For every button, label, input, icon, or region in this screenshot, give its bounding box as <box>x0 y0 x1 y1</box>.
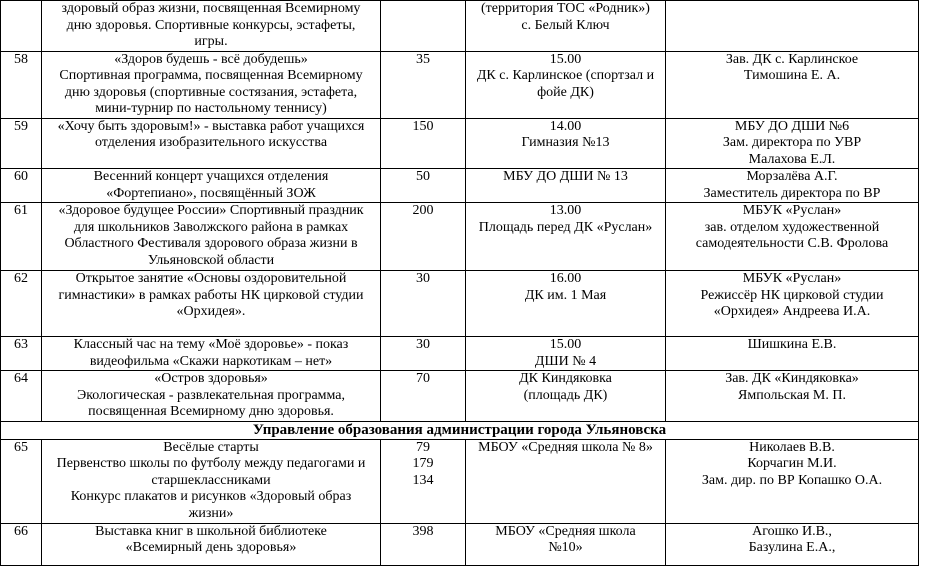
participants-count-cell-line: 134 <box>412 472 434 488</box>
event-cell-line: «Фортепиано», посвящённый ЗОЖ <box>106 185 316 201</box>
time-place-cell <box>466 371 666 422</box>
participants-count-cell-line: 79 <box>416 439 430 455</box>
event-cell-line: жизни» <box>188 505 234 521</box>
time-place-cell-line: (площадь ДК) <box>523 387 608 403</box>
participants-count-cell-line: 398 <box>412 523 434 539</box>
time-place-cell <box>466 523 666 565</box>
event-cell-line: «Всемирный день здоровья» <box>125 540 297 555</box>
responsible-cell-line: Шишкина Е.В. <box>747 337 837 352</box>
event-cell-line: старшеклассниками <box>151 472 271 488</box>
time-place-cell-line: 14.00 <box>549 118 582 134</box>
event-cell-line: «Здоровое будущее России» Спортивный праздник <box>58 203 364 218</box>
table-row <box>1 203 919 271</box>
responsible-cell <box>666 1 919 52</box>
event-cell-line: «Здоров будешь - всё добудешь» <box>114 51 308 67</box>
event-cell-line: Классный час на тему «Моё здоровье» - показ <box>73 337 349 352</box>
table-row <box>1 169 919 203</box>
time-place-cell-line: с. Белый Ключ <box>521 17 610 33</box>
participants-count-cell-line: 70 <box>416 371 430 386</box>
responsible-cell <box>666 51 919 118</box>
event-cell-line: игры. <box>194 34 228 49</box>
event-cell <box>42 371 381 422</box>
time-place-cell-line: 15.00 <box>549 337 582 352</box>
event-cell-line: «Орхидея». <box>176 304 246 319</box>
participants-count-cell <box>381 439 466 523</box>
responsible-cell <box>666 169 919 203</box>
responsible-cell-line: Режиссёр НК цирковой студии <box>700 287 884 303</box>
responsible-cell-line: «Орхидея» Андреева И.А. <box>713 304 871 319</box>
table-row <box>1 371 919 422</box>
responsible-cell <box>666 271 919 337</box>
participants-count-cell-line: 30 <box>416 271 430 286</box>
event-cell-line: посвященная Всемирному дню здоровья. <box>88 404 334 419</box>
event-cell <box>42 271 381 337</box>
time-place-cell <box>466 271 666 337</box>
time-place-cell-line: (территория ТОС «Родник») <box>481 1 650 16</box>
event-cell-line: мини-турнир по настольному теннису) <box>95 101 327 116</box>
time-place-cell-line: 15.00 <box>549 51 582 67</box>
table-row <box>1 271 919 337</box>
schedule-table-body <box>1 1 919 566</box>
row-number: 58 <box>1 51 42 118</box>
time-place-cell <box>466 169 666 203</box>
event-cell-line: гимнастики» в рамках работы НК цирковой студии <box>58 287 364 303</box>
row-number: 63 <box>1 337 42 371</box>
table-row <box>1 337 919 371</box>
participants-count-cell <box>381 118 466 169</box>
participants-count-cell <box>381 371 466 422</box>
event-cell-line: Весёлые старты <box>163 439 259 455</box>
event-cell-line: Ульяновской области <box>147 252 275 268</box>
responsible-cell-line: Корчагин М.И. <box>747 456 837 471</box>
event-cell <box>42 169 381 203</box>
time-place-cell <box>466 1 666 52</box>
time-place-cell-line: МБОУ «Средняя школа <box>495 523 636 539</box>
participants-count-cell <box>381 523 466 565</box>
event-cell <box>42 203 381 271</box>
time-place-cell <box>466 203 666 271</box>
participants-count-cell <box>381 337 466 371</box>
participants-count-cell-line: 50 <box>416 169 430 184</box>
participants-count-cell <box>381 51 466 118</box>
responsible-cell <box>666 439 919 523</box>
time-place-cell-line: Площадь перед ДК «Руслан» <box>478 219 653 235</box>
event-cell <box>42 1 381 52</box>
event-cell-line: Областного Фестиваля здорового образа жизни в <box>64 236 358 251</box>
participants-count-cell <box>381 169 466 203</box>
responsible-cell-line: МБУ ДО ДШИ №6 <box>734 118 850 134</box>
event-cell-line: Открытое занятие «Основы оздоровительной <box>75 271 347 286</box>
row-number: 65 <box>1 439 42 523</box>
responsible-cell-line: Зав. ДК с. Карлинское <box>725 51 859 67</box>
responsible-cell-line: Базулина Е.А., <box>748 540 836 555</box>
time-place-cell <box>466 118 666 169</box>
row-number: 66 <box>1 523 42 565</box>
responsible-cell-line: МБУК «Руслан» <box>742 203 842 218</box>
responsible-cell-line: Ямпольская М. П. <box>738 387 846 403</box>
responsible-cell <box>666 371 919 422</box>
time-place-cell-line: ДК с. Карлинское (спортзал и <box>476 68 655 83</box>
event-cell-line: Весенний концерт учащихся отделения <box>93 169 329 184</box>
responsible-cell-line: Малахова Е.Л. <box>748 151 836 167</box>
responsible-cell <box>666 203 919 271</box>
responsible-cell-line: Зам. директора по УВР <box>722 135 862 150</box>
responsible-cell-line: Агошко И.В., <box>752 523 832 539</box>
time-place-cell <box>466 439 666 523</box>
row-number <box>1 1 42 52</box>
participants-count-cell-line: 200 <box>412 203 434 218</box>
event-cell-line: Выставка книг в школьной библиотеке <box>95 523 327 539</box>
table-row <box>1 439 919 523</box>
event-cell-line: Спортивная программа, посвященная Всемирному <box>59 68 363 83</box>
row-number: 59 <box>1 118 42 169</box>
responsible-cell <box>666 337 919 371</box>
participants-count-cell-line: 35 <box>416 51 430 67</box>
table-row <box>1 118 919 169</box>
event-cell <box>42 337 381 371</box>
event-cell <box>42 51 381 118</box>
time-place-cell-line: МБОУ «Средняя школа № 8» <box>478 439 653 455</box>
event-cell-line: дню здоровья. Спортивные конкурсы, эстафеты, <box>66 17 356 33</box>
time-place-cell <box>466 51 666 118</box>
event-cell-line: видеофильма «Скажи наркотикам – нет» <box>89 353 333 369</box>
responsible-cell-line: самодеятельности С.В. Фролова <box>695 236 889 251</box>
event-cell-line: отделения изобразительного искусства <box>94 135 328 150</box>
event-cell-line: «Хочу быть здоровым!» - выставка работ учащихся <box>57 118 365 134</box>
event-cell-line: Экологическая - развлекательная программа, <box>76 387 346 403</box>
responsible-cell-line: Зав. ДК «Киндяковка» <box>725 371 859 386</box>
time-place-cell-line: МБУ ДО ДШИ № 13 <box>503 169 628 184</box>
table-row <box>1 1 919 52</box>
responsible-cell-line: Морзалёва А.Г. <box>746 169 838 184</box>
time-place-cell-line: фойе ДК) <box>537 84 594 100</box>
responsible-cell-line: зав. отделом художественной <box>704 219 880 235</box>
row-number: 64 <box>1 371 42 422</box>
event-cell-line: дню здоровья (спортивные состязания, эстафета, <box>64 84 358 100</box>
participants-count-cell <box>381 271 466 337</box>
time-place-cell-line: 13.00 <box>549 203 582 218</box>
time-place-cell-line: Гимназия №13 <box>521 135 610 150</box>
section-header-row <box>1 421 919 439</box>
table-row <box>1 523 919 565</box>
participants-count-cell-line: 179 <box>412 456 434 471</box>
row-number: 62 <box>1 271 42 337</box>
section-title: Управление образования администрации города Ульяновска <box>1 421 919 439</box>
participants-count-cell-line: 150 <box>412 118 434 134</box>
event-cell <box>42 439 381 523</box>
table-row <box>1 51 919 118</box>
time-place-cell-line: №10» <box>548 540 583 555</box>
event-cell <box>42 523 381 565</box>
event-cell <box>42 118 381 169</box>
responsible-cell <box>666 118 919 169</box>
time-place-cell-line: 16.00 <box>549 271 582 286</box>
responsible-cell <box>666 523 919 565</box>
row-number: 60 <box>1 169 42 203</box>
time-place-cell-line: ДК Киндяковка <box>519 371 612 386</box>
responsible-cell-line: МБУК «Руслан» <box>742 271 842 286</box>
time-place-cell <box>466 337 666 371</box>
time-place-cell-line: ДШИ № 4 <box>534 353 597 369</box>
row-number: 61 <box>1 203 42 271</box>
time-place-cell-line: ДК им. 1 Мая <box>524 287 607 303</box>
event-cell-line: Конкурс плакатов и рисунков «Здоровый образ <box>70 489 352 504</box>
event-cell-line: «Остров здоровья» <box>154 371 268 386</box>
participants-count-cell <box>381 1 466 52</box>
participants-count-cell-line: 30 <box>416 337 430 352</box>
event-cell-line: Первенство школы по футболу между педагогами и <box>56 456 366 471</box>
responsible-cell-line: Тимошина Е. А. <box>743 68 841 83</box>
responsible-cell-line: Зам. дир. по ВР Копашко О.А. <box>701 472 883 488</box>
responsible-cell-line: Николаев В.В. <box>749 439 835 455</box>
event-cell-line: здоровый образ жизни, посвященная Всемирному <box>61 1 361 16</box>
participants-count-cell <box>381 203 466 271</box>
responsible-cell-line: Заместитель директора по ВР <box>703 185 881 201</box>
event-cell-line: для школьников Заволжского района в рамках <box>73 219 349 235</box>
